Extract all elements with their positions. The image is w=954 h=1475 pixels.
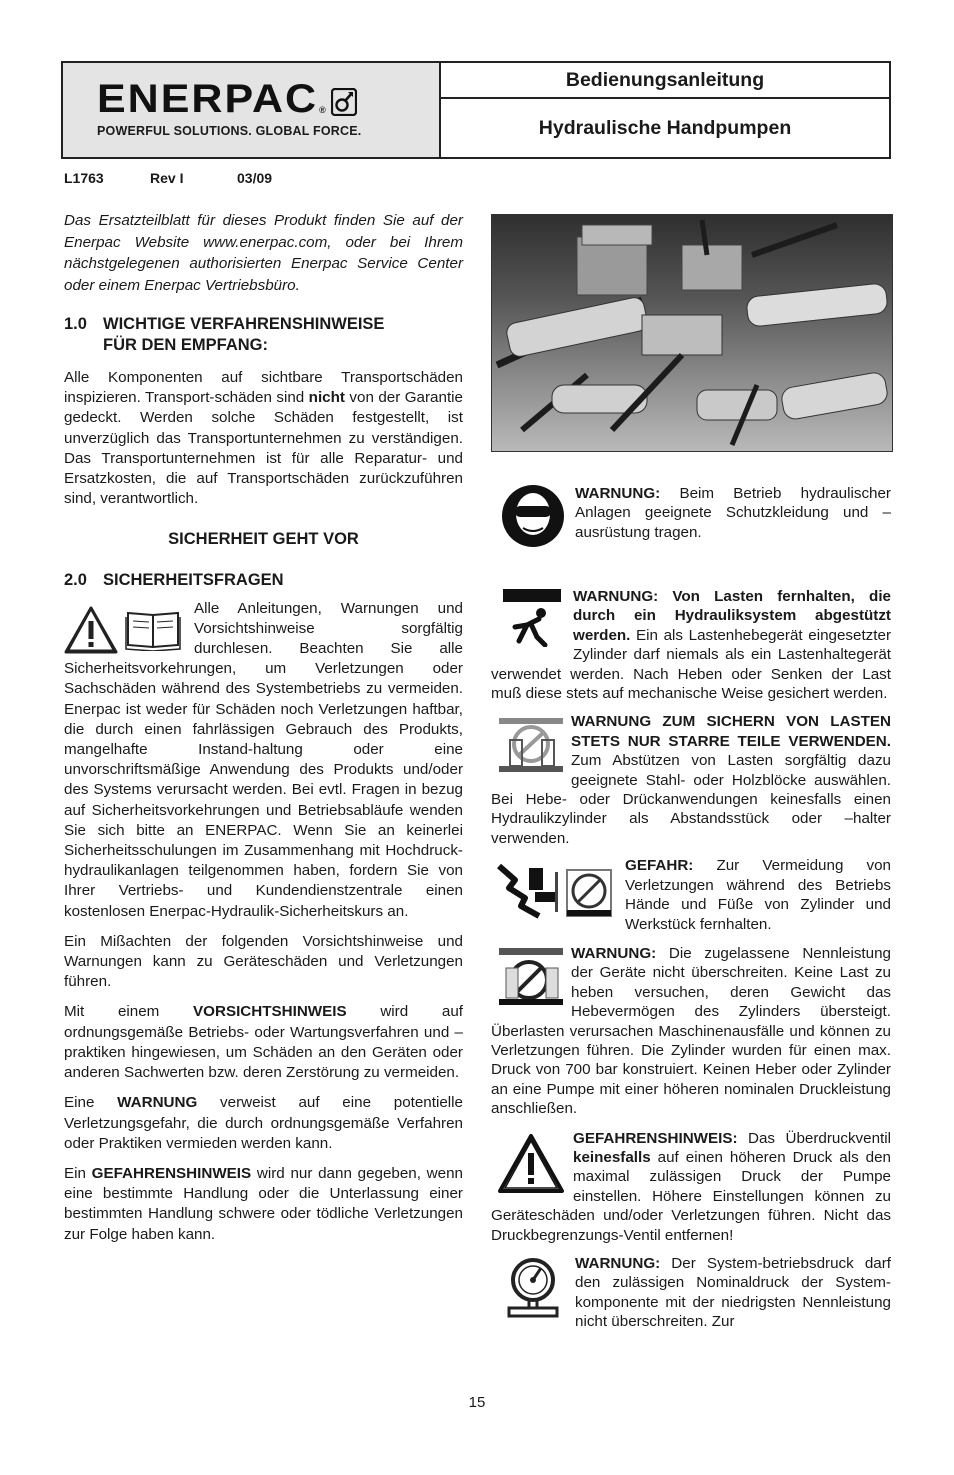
- section-1-text: Alle Komponenten auf sichtbare Transportschäden inspizieren. Transport-schäden sind nicht von der Garantie gedeckt. Werden solche Schäden festgestellt, ist unverzüglich das Transportunternehmen zu verständigen. Das Transportunternehmen ist für alle Reparatur- und Ersatzkosten, die auf Transportschäden zurückzuführen sind, verantwortlich.: [64, 369, 463, 508]
- doc-id: L1763: [64, 170, 104, 186]
- warning-protective-gear: WARNUNG: Beim Betrieb hydraulischer Anlagen geeignete Schutzkleidung und –ausrüstung tragen.: [491, 484, 891, 548]
- manual-title: Bedienungsanleitung: [441, 63, 889, 99]
- logo-cylinder-icon: [331, 88, 357, 116]
- warning-rigid-support: WARNUNG ZUM SICHERN VON LASTEN STETS NUR STARRE TEILE VERWENDEN. Zum Abstützen von Lasten sorgfältig dazu geeignete Stahl- oder Holzblöcke auswählen. Bei Hebe- oder Drückanwendungen keinesfalls einen Hydraulikzylinder als Abstandsstück oder –halter verwenden.: [491, 713, 891, 847]
- warning-system-pressure: WARNUNG: Der System-betriebsdruck darf den zulässigen Nominaldruck der System-komponente mit der niedrigsten Nennleistung nicht überschreiten. Zur: [491, 1254, 891, 1332]
- safety-first-heading: SICHERHEIT GEHT VOR: [168, 530, 359, 549]
- section-2-paragraph-5: Ein GEFAHRENSHINWEIS wird nur dann gegeben, wenn eine bestimmte Handlung oder die Unterlassung einer bestimmten Handlung schwere oder tödliche Verletzungen zur Folge haben kann.: [64, 1164, 463, 1243]
- section-2-paragraph-1: Alle Anleitungen, Warnungen und Vorsichtshinweise sorgfältig durchlesen. Beachten Sie alle Sicherheitsvorkehrungen, um Verletzungen oder Sachschäden während des Systembetriebs zu vermeiden. Enerpac ist weder für Schäden noch Verletzungen haftbar, die durch einen fahrlässigen Gebrauch des Produkts, mangelhafte Instand-haltung oder eine unvorschriftsmäßige Anwendung des Produkts und/oder des Systems verursacht werden. Bei evtl. Fragen in bezug auf Sicherheitsvorkehrungen und Betriebsabläufe wenden Sie sich bitte an ENERPAC. Wenn Sie an keinerlei Sicherheitsschulungen im Zusammenhang mit Hochdruck-hydraulikanlagen teilgenommen haben, fordern Sie von Ihrer Vertriebs- und Kundendienstzentrale einen kostenlosen Enerpac-Hydraulik-Sicherheitskurs an.: [64, 599, 463, 920]
- section-1-title-line1: WICHTIGE VERFAHRENSHINWEISE: [103, 315, 385, 333]
- section-1-title-line2: FÜR DEN EMPFANG:: [103, 336, 268, 354]
- pressure-gauge-icon: [503, 1256, 563, 1320]
- logo-area: [63, 63, 441, 157]
- page-number: 15: [468, 1394, 486, 1411]
- warning-triangle-icon: [64, 605, 118, 655]
- left-column: [64, 210, 463, 1245]
- rigid-support-icon: [496, 714, 566, 774]
- danger-hands-and-feet: GEFAHR: Zur Vermeidung von Verletzungen während des Betriebs Hände und Füße von Zylinder und Werkstück fernhalten.: [491, 856, 891, 934]
- manual-subtitle: Hydraulische Handpumpen: [538, 116, 792, 139]
- doc-date: 03/09: [237, 170, 273, 186]
- section-2-heading: 2.0 SICHERHEITSFRAGEN: [64, 570, 284, 589]
- section-1-heading: [64, 314, 463, 356]
- logo-wordmark: ENERPAC: [97, 76, 319, 122]
- product-photo-hand-pumps: [491, 214, 893, 452]
- safety-icons: [64, 605, 182, 655]
- warning-triangle-icon: [497, 1133, 565, 1195]
- overload-icon: [496, 946, 566, 1006]
- header-box: [61, 61, 891, 159]
- intro-text: Das Ersatzteilblatt für dieses Produkt finden Sie auf der Enerpac Website www.enerpac.com, oder bei Ihrem nächstgelegenen authorisierten Enerpac Service Center oder einem Enerpac Vertriebsbüro.: [64, 212, 463, 294]
- hand-pumps-illustration: [492, 215, 892, 451]
- falling-load-person-icon: [501, 587, 563, 647]
- document-meta: [64, 170, 272, 186]
- section-2-paragraph-3: Mit einem VORSICHTSHINWEIS wird auf ordnungsgemäße Betriebs- oder Wartungsverfahren und –praktiken hingewiesen, um Schäden an den Geräten oder anderen Sachwerten bzw. deren Zerstörung zu vermeiden.: [64, 1003, 463, 1082]
- section-2-intro: [64, 599, 463, 922]
- enerpac-logo: [97, 76, 357, 122]
- safety-goggles-icon: [501, 484, 565, 548]
- right-column: [491, 214, 891, 1332]
- section-2-paragraph-2: Ein Mißachten der folgenden Vorsichtshinweise und Warnungen kann zu Geräteschäden und Verletzungen führen.: [64, 932, 463, 991]
- warning-rated-capacity: WARNUNG: Die zugelassene Nennleistung der Geräte nicht überschreiten. Keine Last zu heben versuchen, deren Gewicht das Hebevermögen des Zylinders übersteigt. Überlasten verursachen Maschinenausfälle und können zu Verletzungen führen. Die Zylinder wurden für einen max. Druck von 700 bar konstruiert. Keinen Heber oder Zylinder an eine Pumpe mit einer höheren nominalen Druckleistung anschließen.: [491, 944, 891, 1118]
- warning-stay-clear-of-loads: WARNUNG: Von Lasten fernhalten, die durch ein Hydrauliksystem abgestützt werden. Ein als Lastenhebegerät eingesetzter Zylinder darf niemals als ein Lastenhaltegerät verwendet werden. Nach Heben oder Senken der Last muß diese stets auf mechanische Weise gesichert werden.: [491, 588, 891, 703]
- logo-tagline: POWERFUL SOLUTIONS. GLOBAL FORCE.: [97, 124, 362, 138]
- section-2-paragraph-4: Eine WARNUNG verweist auf eine potentielle Verletzungsgefahr, die durch ordnungsgemäße Verfahren oder Praktiken vermieden werden kann.: [64, 1094, 463, 1152]
- read-manual-book-icon: [124, 605, 182, 651]
- logo-registered-mark: ®: [319, 105, 326, 115]
- section-1-number: 1.0: [64, 315, 87, 333]
- crush-hazard-icon: [495, 858, 615, 920]
- doc-revision: Rev I: [150, 170, 184, 186]
- danger-relief-valve: GEFAHRENSHINWEIS: Das Überdruckventil keinesfalls auf einen höheren Druck als den maximal zulässigen Druck der Pumpe einstellen. Höhere Einstellungen können zu Geräteschäden und/oder Verletzungen führen. Nicht das Druckbegrenzungs-Ventil entfernen!: [491, 1129, 891, 1244]
